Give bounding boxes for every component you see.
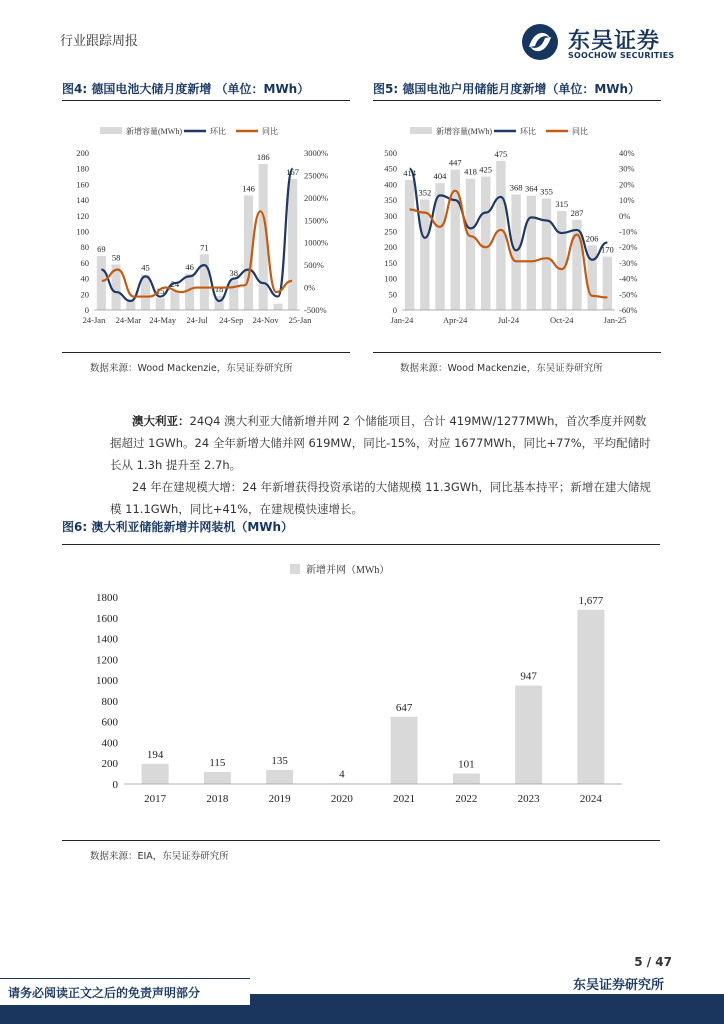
y-tick-label: 80 xyxy=(80,242,89,253)
y-tick-label: 100 xyxy=(384,273,397,284)
y-tick-label: 200 xyxy=(76,148,89,158)
x-tick-label: Jul-24 xyxy=(497,315,520,325)
bar xyxy=(511,194,520,310)
bar-value-label: 18 xyxy=(214,283,224,294)
x-tick-label: Jan-24 xyxy=(390,315,414,325)
x-tick-label: 2021 xyxy=(393,793,416,805)
bar-value-label: 71 xyxy=(200,242,209,253)
germany-residential-storage-chart xyxy=(370,110,665,335)
legend-qoq-label: 环比 xyxy=(210,127,226,136)
y-tick-label: 100 xyxy=(76,226,89,237)
bar-value-label: 947 xyxy=(520,670,537,683)
bar-value-label: 418 xyxy=(464,166,477,177)
bar-value-label: 368 xyxy=(509,182,523,193)
x-tick-label: 2023 xyxy=(517,793,540,805)
bar-value-label: 287 xyxy=(570,207,584,218)
bar-value-label: 425 xyxy=(479,164,493,175)
y-tick-label: 1800 xyxy=(96,592,118,604)
y-tick-label: 250 xyxy=(384,226,397,237)
bar xyxy=(97,256,106,310)
y-tick-label: 50 xyxy=(388,289,397,300)
bar xyxy=(170,291,179,310)
report-type-tag: 行业跟踪周报 xyxy=(60,34,139,49)
bar xyxy=(288,179,297,310)
australia-storage-chart xyxy=(62,552,662,812)
y-tick-label: 400 xyxy=(101,737,118,750)
y2-tick-label: 1500% xyxy=(304,215,329,226)
fig6-bottom-rule xyxy=(62,840,660,841)
fig4-bottom-rule xyxy=(62,352,350,353)
logo-name-cn: 东吴证券 xyxy=(568,29,661,54)
x-tick-label: Apr-24 xyxy=(443,315,468,325)
logo-name-en: SOOCHOW SECURITIES xyxy=(568,51,675,60)
bar-value-label: 58 xyxy=(111,252,121,263)
y2-tick-label: 500% xyxy=(304,260,324,271)
fig5-top-rule xyxy=(373,100,661,101)
y-tick-label: 1200 xyxy=(96,654,118,667)
x-tick-label: 2024 xyxy=(579,793,602,805)
bar xyxy=(273,304,282,310)
bar-value-label: 15 xyxy=(155,286,165,297)
bar-value-label: 24 xyxy=(170,279,180,290)
x-tick-label: Jan-25 xyxy=(603,315,627,325)
y-tick-label: 400 xyxy=(384,179,397,190)
page-number: 5 / 47 xyxy=(634,955,672,969)
bar-value-label: 414 xyxy=(403,168,416,179)
bar-value-label: 101 xyxy=(458,758,475,771)
bar-value-label: 206 xyxy=(585,233,599,244)
construction-paragraph: 24 年在建规模大增：24 年新增获得投资承诺的大储规模 11.3GWh，同比基本持平；新增在建大储规模 11.1GWh，同比+41%，在建规模快速增长。 xyxy=(110,480,651,516)
y2-tick-label: 0% xyxy=(619,210,631,221)
y2-tick-label: 0% xyxy=(304,282,316,293)
x-tick-label: 25-Jan xyxy=(288,315,312,325)
bar xyxy=(557,211,566,310)
bar-value-label: 647 xyxy=(395,701,413,714)
y-tick-label: 180 xyxy=(76,163,89,174)
y2-tick-label: -30% xyxy=(619,257,638,268)
bar xyxy=(515,686,542,784)
x-tick-label: 2018 xyxy=(206,793,229,805)
y-tick-label: 800 xyxy=(101,695,118,708)
y2-tick-label: 10% xyxy=(619,195,635,206)
y-tick-label: 200 xyxy=(384,242,397,253)
bar xyxy=(200,254,209,310)
bar-value-label: 170 xyxy=(601,244,614,255)
y-tick-label: 150 xyxy=(384,257,397,268)
bar-value-label: 146 xyxy=(242,183,255,194)
bar-value-label: 364 xyxy=(524,183,538,194)
fig5-bottom-rule xyxy=(373,352,661,353)
bar-value-label: 4 xyxy=(339,768,345,781)
y-tick-label: 40 xyxy=(80,273,89,284)
bar-value-label: 404 xyxy=(433,171,447,182)
bar xyxy=(481,177,490,310)
x-tick-label: 24-Nov xyxy=(252,315,279,325)
legend-bar-label: 新增容量(MWh) xyxy=(126,127,182,136)
bar-value-label: 1,677 xyxy=(578,594,604,607)
bar-value-label: 135 xyxy=(271,754,288,767)
bar-value-label: 115 xyxy=(209,757,226,770)
legend-bar-label: 新增并网（MWh） xyxy=(306,565,390,576)
x-tick-label: 24-May xyxy=(149,315,177,325)
bar-value-label: 194 xyxy=(146,748,164,761)
y2-tick-label: -10% xyxy=(619,226,638,237)
y2-tick-label: 3000% xyxy=(304,148,329,158)
bar-value-label: 167 xyxy=(286,166,300,177)
bar xyxy=(229,280,238,310)
y-tick-label: 450 xyxy=(384,163,397,174)
legend-qoq-label: 环比 xyxy=(520,127,536,136)
bar xyxy=(391,717,418,784)
y2-tick-label: 40% xyxy=(619,148,635,158)
legend-bar-label: 新增容量(MWh) xyxy=(436,127,492,136)
y-tick-label: 0 xyxy=(112,779,118,791)
legend-bar-swatch xyxy=(100,127,122,134)
company-logo xyxy=(520,22,680,64)
x-tick-label: 2017 xyxy=(144,793,167,805)
bar xyxy=(266,770,293,784)
australia-paragraph xyxy=(110,410,655,476)
fig4-top-rule xyxy=(62,100,350,101)
x-tick-label: Oct-24 xyxy=(549,315,574,325)
y-tick-label: 300 xyxy=(384,210,397,221)
legend-bar-swatch xyxy=(290,564,300,574)
bar xyxy=(577,610,604,784)
x-tick-label: 24-Mar xyxy=(115,315,142,325)
bar-value-label: 352 xyxy=(418,187,432,198)
legend-yoy-label: 同比 xyxy=(572,127,588,136)
bar xyxy=(496,161,505,310)
bar xyxy=(156,298,165,310)
y2-tick-label: -20% xyxy=(619,242,638,253)
x-tick-label: 2019 xyxy=(268,793,291,805)
fig6-title: 图6: 澳大利亚储能新增并网装机（MWh） xyxy=(62,520,294,534)
bar-value-label: 46 xyxy=(185,261,194,272)
footer-institute: 东吴证券研究所 xyxy=(572,978,664,993)
australia-text: 24Q4 澳大利亚大储新增并网 2 个储能项目，合计 419MW/1277MWh，首次季度并网数据超过 1GWh。24 全年新增大储并网 619MW，同比-15%，对应 1677MWh，同比+77%，平均配储时长从 1.3h 提升至 2.7h。 xyxy=(110,414,651,472)
y-tick-label: 1400 xyxy=(96,633,118,646)
x-tick-label: 24-Jul xyxy=(186,315,208,325)
y-tick-label: 0 xyxy=(392,305,397,315)
legend-yoy-label: 同比 xyxy=(262,127,278,136)
y-tick-label: 160 xyxy=(76,179,89,190)
y-tick-label: 500 xyxy=(384,148,397,158)
y2-tick-label: -50% xyxy=(619,289,638,300)
bar xyxy=(142,764,169,784)
y2-tick-label: 20% xyxy=(619,179,635,190)
y-tick-label: 20 xyxy=(80,289,89,300)
bar xyxy=(527,196,536,310)
y-tick-label: 120 xyxy=(76,210,89,221)
bar-value-label: 355 xyxy=(540,186,553,197)
bar xyxy=(542,199,551,310)
bar-value-label: 45 xyxy=(141,262,150,273)
fig5-source: 数据来源：Wood Mackenzie，东吴证券研究所 xyxy=(400,363,603,374)
y2-tick-label: -40% xyxy=(619,273,638,284)
bar xyxy=(405,180,414,310)
germany-utility-storage-chart xyxy=(60,110,355,335)
y2-tick-label: 1000% xyxy=(304,237,329,248)
y-tick-label: 200 xyxy=(101,758,118,771)
y2-tick-label: 2500% xyxy=(304,170,329,181)
bar-value-label: 69 xyxy=(97,243,106,254)
y2-tick-label: 2000% xyxy=(304,192,329,203)
x-tick-label: 24-Sep xyxy=(219,315,244,325)
fig4-source: 数据来源：Wood Mackenzie，东吴证券研究所 xyxy=(90,363,293,374)
bar xyxy=(453,774,480,784)
legend-bar-swatch xyxy=(410,127,432,134)
x-tick-label: 24-Jan xyxy=(82,315,106,325)
y-tick-label: 0 xyxy=(84,305,89,315)
x-tick-label: 2020 xyxy=(330,793,353,805)
bar-value-label: 186 xyxy=(256,151,270,162)
y2-tick-label: -500% xyxy=(304,305,327,315)
fig5-title: 图5: 德国电池户用储能月度新增（单位：MWh） xyxy=(373,82,641,96)
bar-value-label: 315 xyxy=(555,199,569,210)
footer-disclaimer: 请务必阅读正文之后的免责声明部分 xyxy=(8,986,201,1000)
logo-mark-icon xyxy=(520,22,564,62)
fig6-source: 数据来源：EIA，东吴证券研究所 xyxy=(90,851,229,862)
y-tick-label: 1600 xyxy=(96,612,118,625)
bar xyxy=(603,257,612,310)
y-tick-label: 1000 xyxy=(96,675,118,688)
y-tick-label: 140 xyxy=(76,195,89,206)
x-tick-label: 2022 xyxy=(455,793,478,805)
y-tick-label: 600 xyxy=(101,716,118,729)
bar-value-label: 475 xyxy=(494,148,508,159)
y-tick-label: 60 xyxy=(80,257,89,268)
y2-tick-label: 30% xyxy=(619,163,635,174)
fig4-title: 图4: 德国电池大储月度新增 （单位：MWh） xyxy=(62,82,310,96)
bar xyxy=(420,199,429,310)
australia-label: 澳大利亚： xyxy=(132,414,190,428)
y-tick-label: 350 xyxy=(384,195,397,206)
bar-value-label: 447 xyxy=(448,157,462,168)
bar-value-label: 38 xyxy=(229,268,239,279)
bar xyxy=(466,179,475,310)
bar xyxy=(204,772,231,784)
fig6-top-rule xyxy=(62,544,660,545)
y2-tick-label: -60% xyxy=(619,305,638,315)
